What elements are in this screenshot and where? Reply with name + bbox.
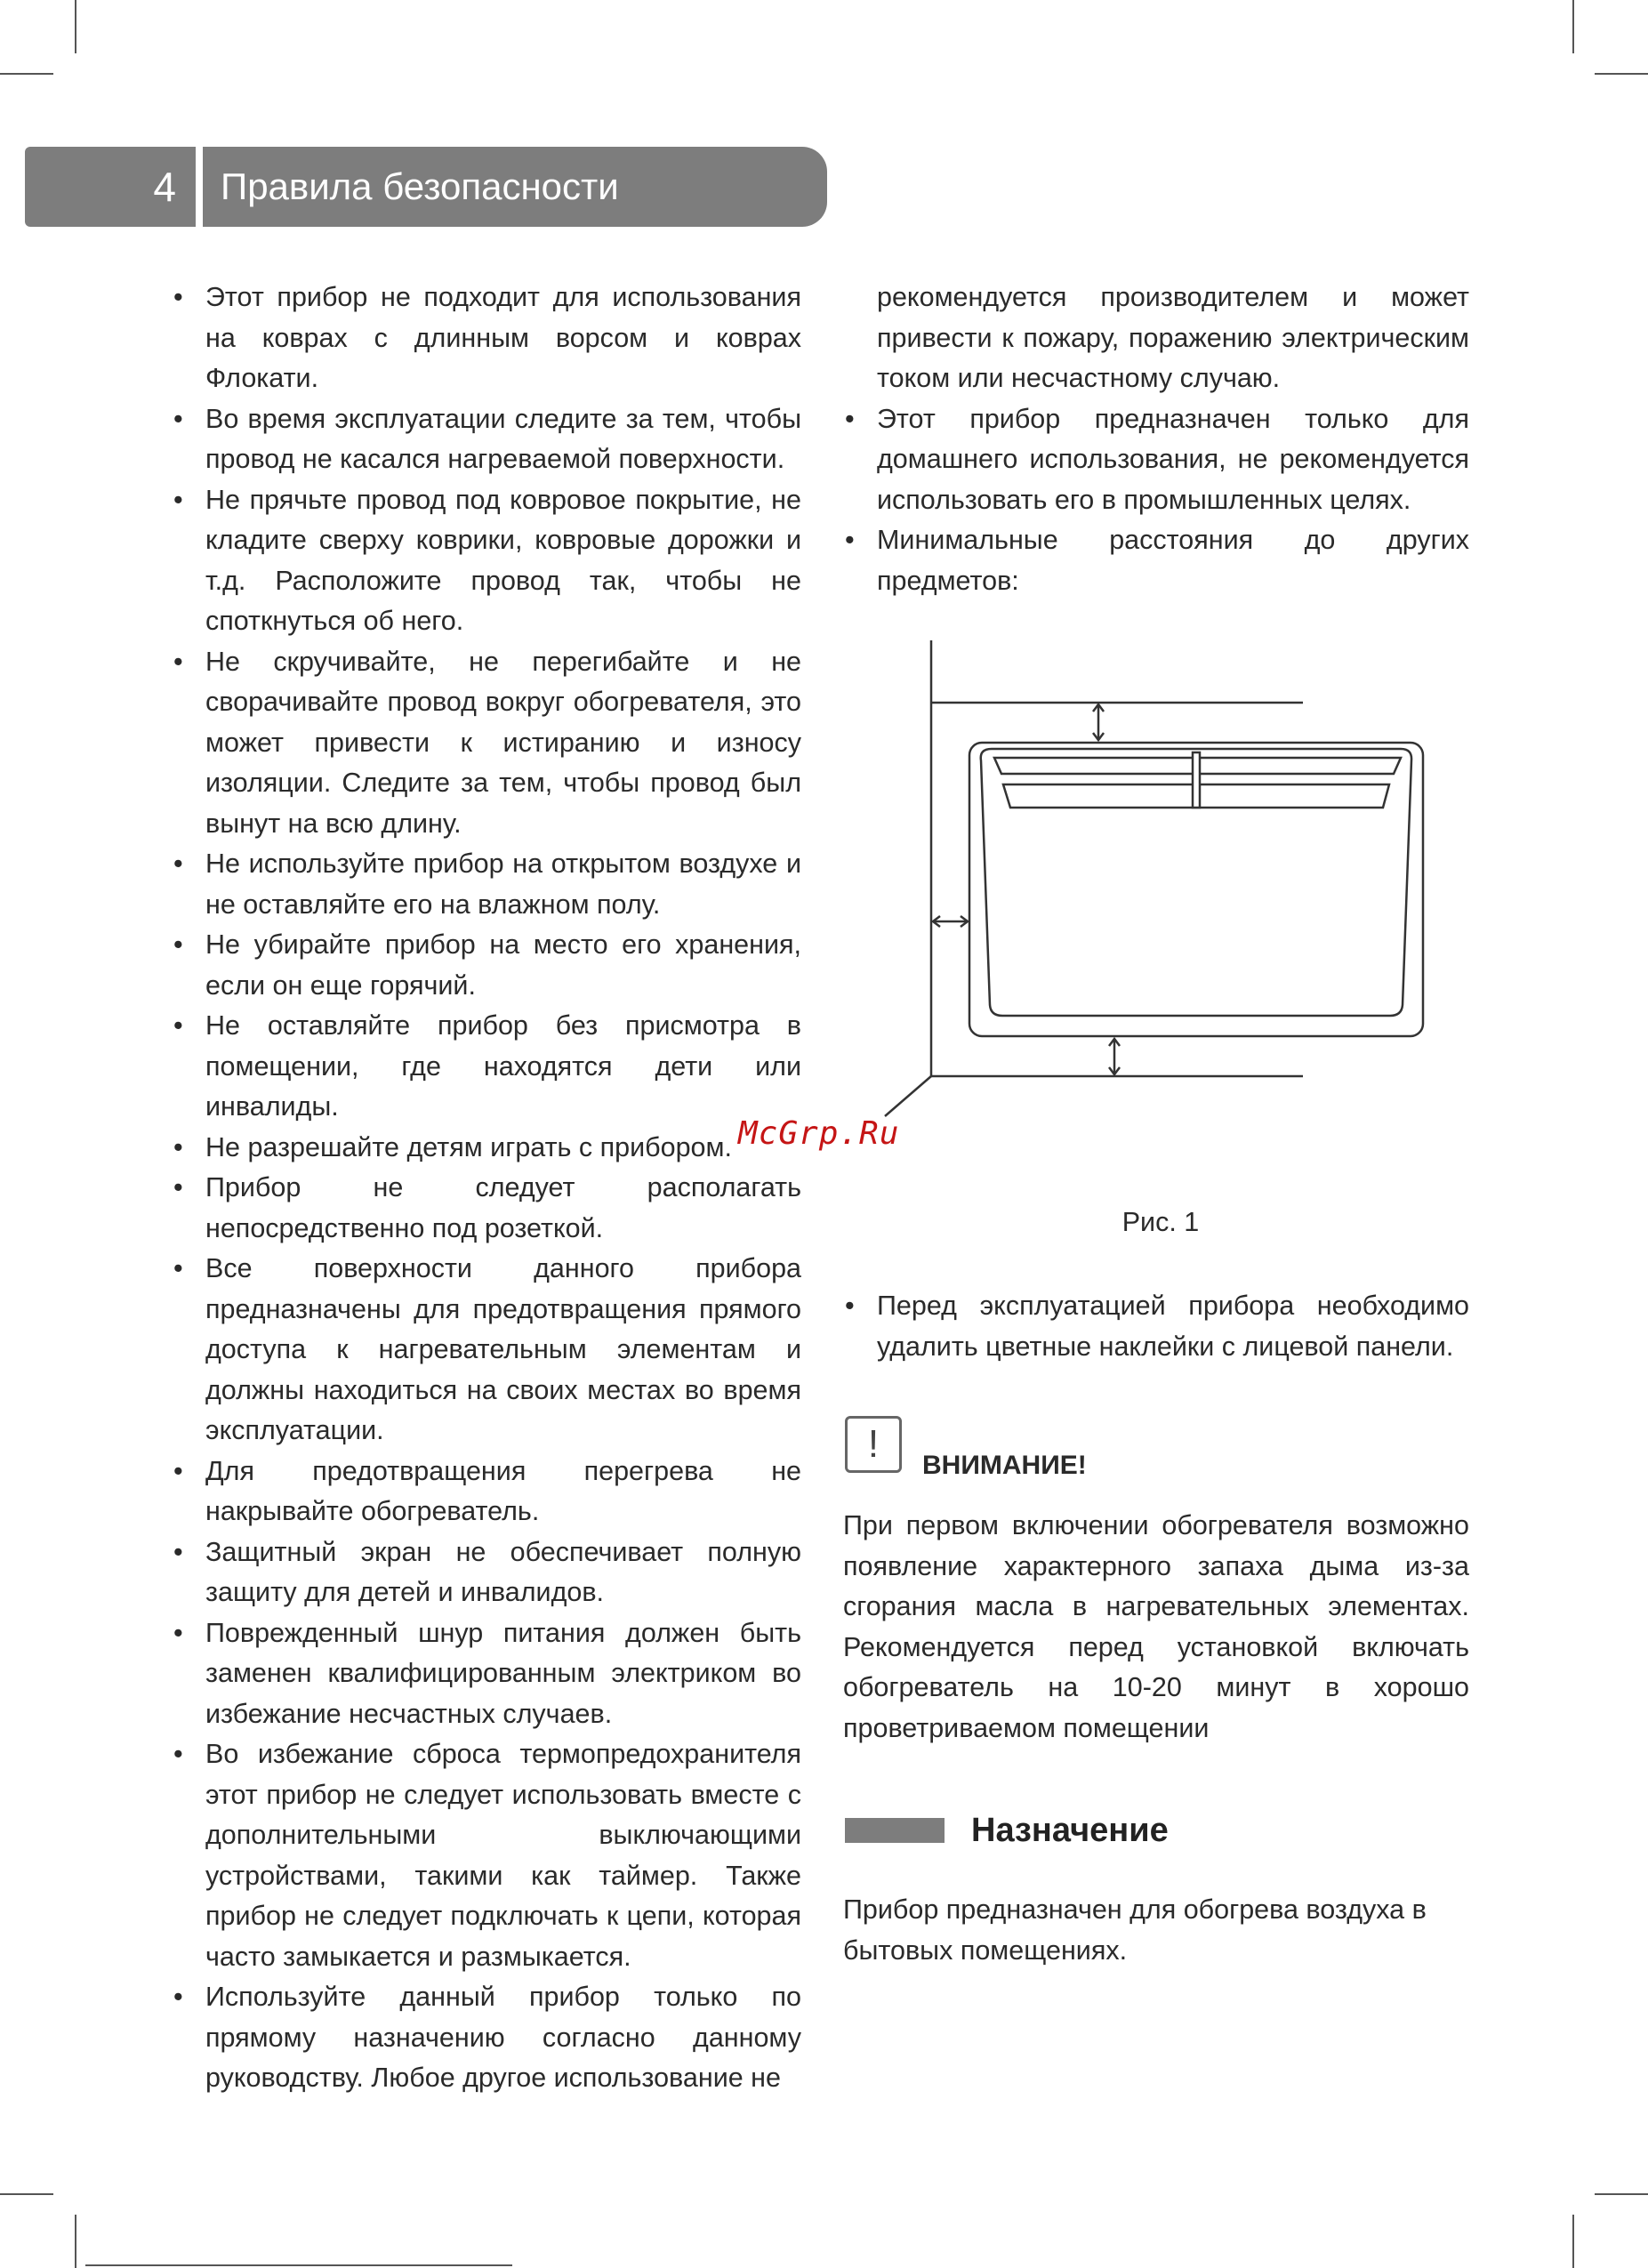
warning-icon: ! xyxy=(845,1416,902,1473)
crop-line-bottom xyxy=(85,2264,512,2266)
list-item: • Не оставляйте прибор без присмотра в помещении, где находятся дети или инвалиды. xyxy=(173,1006,801,1128)
safety-list-right xyxy=(845,399,1469,602)
list-item: • Для предотвращения перегрева не накрывайте обогреватель. xyxy=(173,1452,801,1532)
floor-perspective-line xyxy=(885,1076,931,1116)
list-item: • Этот прибор предназначен только для домашнего использования, не рекомендуется использовать его в промышленных целях. xyxy=(845,399,1469,521)
safety-list-left xyxy=(173,277,801,2099)
list-item: • Поврежденный шнур питания должен быть заменен квалифицированным электриком во избежание несчастных случаев. xyxy=(173,1613,801,1735)
list-item: • Используйте данный прибор только по прямому назначению согласно данному руководству. Любое другое использование не xyxy=(173,1977,801,2099)
list-item: • Перед эксплуатацией прибора необходимо удалить цветные наклейки с лицевой панели. xyxy=(845,1286,1469,1367)
list-item: • Все поверхности данного прибора предназначены для предотвращения прямого доступа к нагревательным элементам и должны находиться на своих местах во время эксплуатации. xyxy=(173,1249,801,1452)
right-column xyxy=(845,277,1469,601)
list-item: • Не скручивайте, не перегибайте и не сворачивайте провод вокруг обогревателя, это может привести к истиранию и износу изоляции. Следите за тем, чтобы провод был вынут на всю длину. xyxy=(173,642,801,845)
page-title: Правила безопасности xyxy=(203,147,827,227)
left-column xyxy=(173,277,801,2099)
heater-clearance-diagram xyxy=(876,631,1445,1130)
warning-text: При первом включении обогревателя возможно появление характерного запаха дыма из-за сгорания масла в нагревательных элементах. Рекомендуется перед установкой включать обогреватель на 10-20 минут в хорошо проветриваемом помещении xyxy=(843,1510,1469,1743)
figure-caption: Рис. 1 xyxy=(1121,1207,1200,1237)
list-item: • Этот прибор не подходит для использования на коврах с длинным ворсом и коврах Флокати. xyxy=(173,277,801,399)
section-marker xyxy=(845,1818,945,1843)
crop-mark xyxy=(1595,2193,1648,2195)
section-title: Назначение xyxy=(971,1812,1169,1849)
crop-mark xyxy=(75,2215,76,2268)
list-item: • Во время эксплуатации следите за тем, чтобы провод не касался нагреваемой поверхности. xyxy=(173,399,801,480)
page-number: 4 xyxy=(25,147,196,227)
crop-mark xyxy=(1595,73,1648,75)
list-item: • Не прячьте провод под ковровое покрытие, не кладите сверху коврики, ковровые дорожки и т.д. Расположите провод так, чтобы не споткнуться об него. xyxy=(173,480,801,642)
warning-title: ВНИМАНИЕ! xyxy=(922,1451,1087,1480)
list-item: • Прибор не следует располагать непосредственно под розеткой. xyxy=(173,1168,801,1249)
watermark-text: McGrp.Ru xyxy=(738,1115,900,1152)
list-item: • Минимальные расстояния до других предметов: xyxy=(845,520,1469,601)
continued-text: рекомендуется производителем и может привести к пожару, поражению электрическим током или несчастному случаю. xyxy=(877,282,1469,393)
list-item: • Не используйте прибор на открытом воздухе и не оставляйте его на влажном полу. xyxy=(173,844,801,925)
list-item: • Не разрешайте детям играть с прибором. xyxy=(173,1128,801,1169)
list-item: • Защитный экран не обеспечивает полную защиту для детей и инвалидов. xyxy=(173,1532,801,1613)
crop-mark xyxy=(1572,2215,1574,2268)
crop-mark xyxy=(1572,0,1574,53)
grille-clip xyxy=(1193,752,1200,808)
crop-mark xyxy=(0,2193,53,2195)
crop-mark xyxy=(75,0,76,53)
after-figure-list xyxy=(845,1286,1469,1367)
list-item: • Не убирайте прибор на место его хранения, если он еще горячий. xyxy=(173,925,801,1006)
section-text: Прибор предназначен для обогрева воздуха в бытовых помещениях. xyxy=(843,1894,1427,1966)
crop-mark xyxy=(0,73,53,75)
list-item: • Во избежание сброса термопредохранителя этот прибор не следует использовать вместе с дополнительными выключающими устройствами, такими как таймер. Также прибор не следует подключать к цепи, которая часто замыкается и размыкается. xyxy=(173,1734,801,1977)
